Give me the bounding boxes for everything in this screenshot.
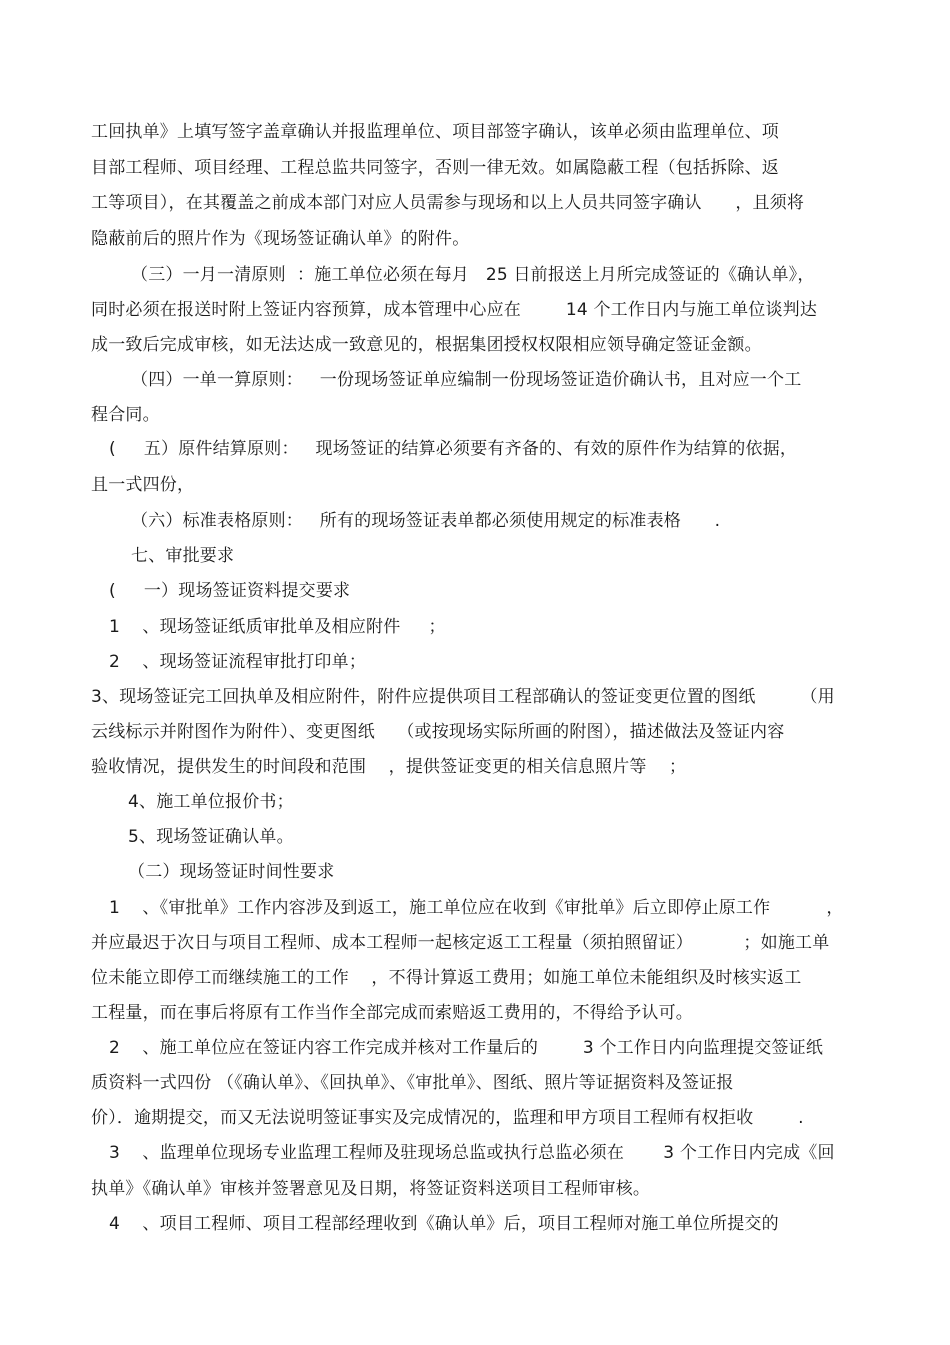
text-line: 云线标示并附图作为附件）、变更图纸 （或按现场实际所画的附图），描述做法及签证内容 [91,722,785,742]
text-line: 4、施工单位报价书； [128,792,294,812]
text-line: 2 、施工单位应在签证内容工作完成并核对工作量后的 3 个工作日内向监理提交签证纸 [109,1038,824,1058]
text-line: 程合同。 [91,405,160,425]
text-line: （四）一单一算原则： 一份现场签证单应编制一份现场签证造价确认书，且对应一个工 [131,370,802,390]
text-line: 3、现场签证完工回执单及相应附件，附件应提供项目工程部确认的签证变更位置的图纸 （用 [91,687,835,707]
text-line: 验收情况，提供发生的时间段和范围 ，提供签证变更的相关信息照片等 ； [91,757,687,777]
text-line: 1 、现场签证纸质审批单及相应附件 ； [109,617,446,637]
text-line: 目部工程师、项目经理、工程总监共同签字，否则一律无效。如属隐蔽工程（包括拆除、返 [91,158,779,178]
text-line: 价）．逾期提交，而又无法说明签证事实及完成情况的，监理和甲方项目工程师有权拒收 . [91,1108,804,1128]
text-line: 并应最迟于次日与项目工程师、成本工程师一起核定返工工程量（须拍照留证） ；如施工单 [91,933,830,953]
text-line: 工回执单》上填写签字盖章确认并报监理单位、项目部签字确认，该单必须由监理单位、项 [91,122,779,142]
text-line: ( 五）原件结算原则： 现场签证的结算必须要有齐备的、有效的原件作为结算的依据， [109,439,798,459]
text-line: 工等项目），在其覆盖之前成本部门对应人员需参与现场和以上人员共同签字确认 ，且须将 [91,193,805,213]
text-line: 2 、现场签证流程审批打印单； [109,652,367,672]
text-line: 3 、监理单位现场专业监理工程师及驻现场总监或执行总监必须在 3 个工作日内完成《回 [109,1143,835,1163]
text-line: （三）一月一清原则 ：施工单位必须在每月 25 日前报送上月所完成签证的《确认单》， [131,265,815,285]
text-line: 隐蔽前后的照片作为《现场签证确认单》的附件。 [91,229,470,249]
text-line: 1 、《审批单》工作内容涉及到返工，施工单位应在收到《审批单》后立即停止原工作 ， [109,898,844,918]
text-line: 质资料一式四份 （《确认单》、《回执单》、《审批单》、图纸、照片等证据资料及签证报 [91,1073,734,1093]
text-line: ( 一）现场签证资料提交要求 [109,581,351,601]
text-line: 4 、项目工程师、项目工程部经理收到《确认单》后，项目工程师对施工单位所提交的 [109,1214,779,1234]
text-line: 执单》《确认单》审核并签署意见及日期，将签证资料送项目工程师审核。 [91,1179,651,1199]
text-line: 且一式四份， [91,475,195,495]
text-line: （六）标准表格原则： 所有的现场签证表单都必须使用规定的标准表格 . [131,511,721,531]
section-heading: 七、审批要求 [131,546,235,566]
text-line: 成一致后完成审核，如无法达成一致意见的，根据集团授权权限相应领导确定签证金额。 [91,335,762,355]
text-line: 同时必须在报送时附上签证内容预算，成本管理中心应在 14 个工作日内与施工单位谈判达 [91,300,818,320]
text-line: 5、现场签证确认单。 [128,827,294,847]
text-line: （二）现场签证时间性要求 [128,862,335,882]
text-line: 位未能立即停工而继续施工的工作 ，不得计算返工费用；如施工单位未能组织及时核实返工 [91,968,802,988]
text-line: 工程量，而在事后将原有工作当作全部完成而索赔返工费用的，不得给予认可。 [91,1003,693,1023]
